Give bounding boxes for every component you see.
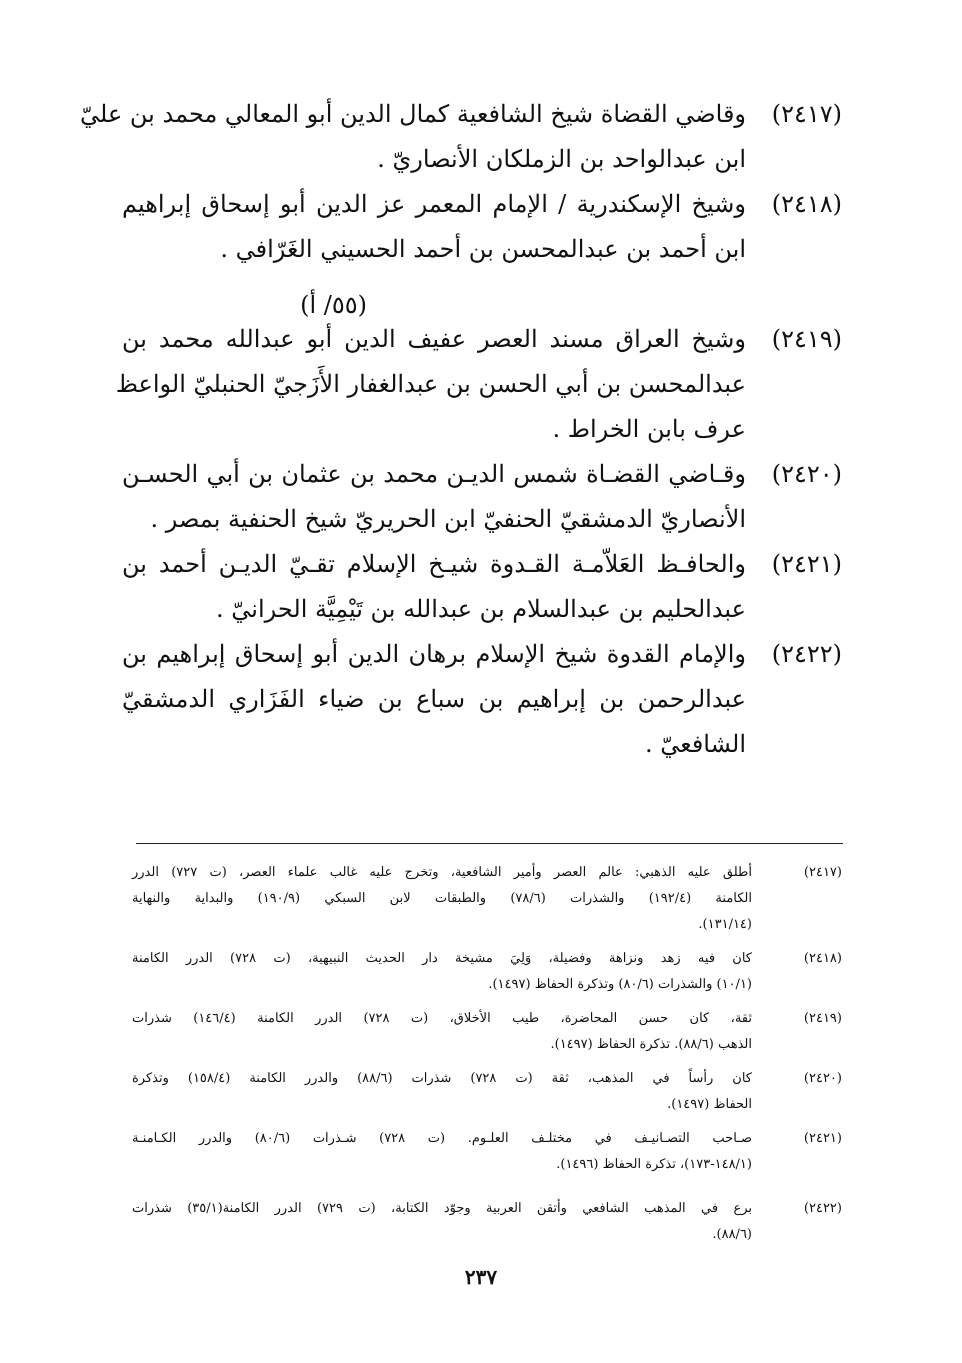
footnote-text: (١٠/١) والشذرات (٨٠/٦) وتذكرة الحفاظ (١٤٩٧). bbox=[488, 977, 752, 992]
biography-entry bbox=[122, 182, 842, 272]
footnote-number: (٢٤٢٢) bbox=[803, 1201, 842, 1216]
entry-text: والحافـظ العَلاّمـة القـدوة شيـخ الإسلام تقـيّ الديـن أحمد بن bbox=[122, 550, 746, 578]
footnote-text: ثقة، كان حسن المحاضرة، طيب الأخلاق، (ت ٧٢٨) الدرر الكامنة (١٤٦/٤) شذرات bbox=[132, 1011, 753, 1026]
entry-text: عبدالمحسن بن أبي الحسن بن عبدالغفار الأَزَجيّ الحنبليّ الواعظ bbox=[115, 370, 746, 398]
footnote-text: أطلق عليه الذهبي: عالم العصر وأمير الشافعية، وتخرج عليه غالب علماء العصر، (ت ٧٢٧) الدرر bbox=[132, 865, 752, 880]
entry-text: ابن أحمد بن عبدالمحسن بن أحمد الحسيني الغَرّافي . bbox=[220, 235, 746, 263]
footnotes bbox=[132, 860, 842, 1256]
biography-entry bbox=[122, 542, 842, 632]
footnote bbox=[132, 1066, 842, 1118]
footnote-text: الحفاظ (١٤٩٧). bbox=[667, 1097, 752, 1112]
biography-entry bbox=[122, 452, 842, 542]
entry-first-line bbox=[122, 632, 842, 677]
entry-number: (٢٤١٧) bbox=[771, 100, 842, 128]
entry-text: ابن عبدالواحد بن الزملكان الأنصاريّ . bbox=[377, 145, 746, 173]
entry-text: عرف بابن الخراط . bbox=[552, 415, 746, 443]
footnote-text: (١٣١/١٤). bbox=[698, 917, 752, 932]
footnote-text: كان رأساً في المذهب، ثقة (ت ٧٢٨) شذرات (٨٨/٦) والدرر الكامنة (١٥٨/٤) وتذكرة bbox=[132, 1071, 752, 1086]
footnote-number: (٢٤١٨) bbox=[803, 951, 842, 966]
footnote-text: (٨٨/٦). bbox=[712, 1227, 752, 1242]
entry-number: (٢٤٢٢) bbox=[771, 640, 842, 668]
footnote-text: برع في المذهب الشافعي وأتقن العربية وجوّد الكتابة، (ت ٧٢٩) الدرر الكامنة(٣٥/١) شذرات bbox=[132, 1201, 752, 1216]
footnote bbox=[132, 860, 842, 938]
footnote-text: الكامنة (١٩٢/٤) والشذرات (٧٨/٦) والطبقات لابن السبكي (١٩٠/٩) والبداية والنهاية bbox=[132, 891, 753, 906]
footnote-text: (١٤٨/١-١٧٣)، تذكرة الحفاظ (١٤٩٦). bbox=[556, 1157, 752, 1172]
footnote-number: (٢٤١٩) bbox=[803, 1011, 842, 1026]
entry-text: وشيخ الإسكندرية / الإمام المعمر عز الدين أبو إسحاق إبراهيم bbox=[122, 190, 746, 218]
entry-number: (٢٤٢٠) bbox=[771, 460, 842, 488]
footnote-divider bbox=[136, 843, 843, 844]
entry-first-line bbox=[80, 92, 842, 137]
page-number: ٢٣٧ bbox=[464, 1265, 498, 1289]
entry-first-line bbox=[122, 542, 842, 587]
entry-first-line bbox=[122, 452, 842, 497]
entry-text: وقـاضي القضـاة شمس الديـن محمد بن عثمان بن أبي الحسـن bbox=[122, 460, 746, 488]
entry-text: الشافعيّ . bbox=[644, 730, 746, 758]
entry-first-line bbox=[122, 182, 842, 227]
folio-marker: (٥٥/ أ) bbox=[300, 291, 367, 319]
entry-text: الأنصاريّ الدمشقيّ الحنفيّ ابن الحريريّ شيخ الحنفية بمصر . bbox=[150, 505, 746, 533]
entry-text: وقاضي القضاة شيخ الشافعية كمال الدين أبو المعالي محمد بن عليّ bbox=[80, 100, 746, 128]
entry-text: والإمام القدوة شيخ الإسلام برهان الدين أبو إسحاق إبراهيم بن bbox=[122, 640, 746, 668]
footnote bbox=[132, 1126, 842, 1178]
main-entries bbox=[80, 92, 842, 767]
biography-entry bbox=[115, 317, 842, 452]
footnote-number: (٢٤٢١) bbox=[803, 1131, 842, 1146]
footnote bbox=[132, 1006, 842, 1058]
footnote-number: (٢٤٢٠) bbox=[803, 1071, 842, 1086]
footnote-number: (٢٤١٧) bbox=[803, 865, 842, 880]
entry-number: (٢٤٢١) bbox=[771, 550, 842, 578]
entry-first-line bbox=[122, 317, 842, 362]
biography-entry bbox=[80, 92, 842, 182]
entry-number: (٢٤١٨) bbox=[771, 190, 842, 218]
footnote-text: الذهب (٨٨/٦). تذكرة الحفاظ (١٤٩٧). bbox=[550, 1037, 752, 1052]
footnote-text: كان فيه زهد ونزاهة وفضيلة، وَلِيَ مشيخة دار الحديث النبيهية، (ت ٧٢٨) الدرر الكامنة bbox=[132, 951, 752, 966]
entry-number: (٢٤١٩) bbox=[771, 325, 842, 353]
footnote bbox=[132, 946, 842, 998]
biography-entry bbox=[122, 632, 842, 767]
entry-text: وشيخ العراق مسند العصر عفيف الدين أبو عبدالله محمد بن bbox=[122, 325, 746, 353]
entry-text: عبدالحليم بن عبدالسلام بن عبدالله بن تَيْمِيَّة الحرانيّ . bbox=[216, 595, 746, 623]
footnote bbox=[132, 1196, 842, 1248]
entry-text: عبدالرحمن بن إبراهيم بن سباع بن ضياء الفَزَاري الدمشقيّ bbox=[122, 685, 746, 713]
footnote-text: صـاحب التصـانيـف في مختلـف العلـوم. (ت ٧٢٨) شـذرات (٨٠/٦) والدرر الكـامنـة bbox=[132, 1131, 752, 1146]
